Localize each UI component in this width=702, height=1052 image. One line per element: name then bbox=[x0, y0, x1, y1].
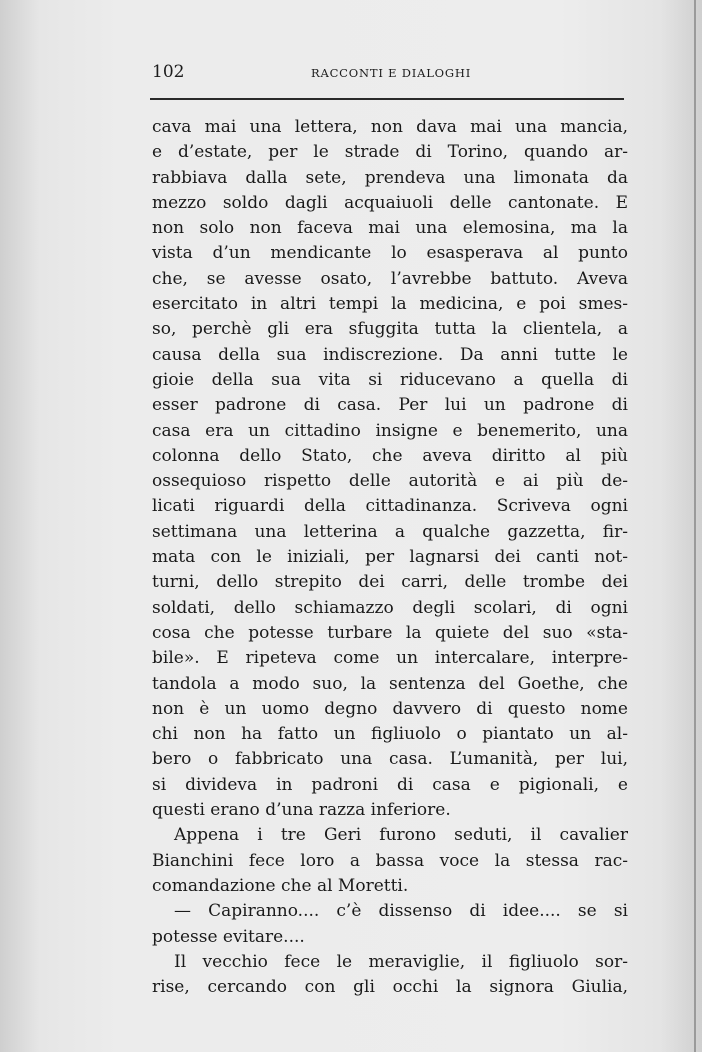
header-rule bbox=[150, 98, 624, 100]
text-line: ossequioso rispetto delle autorità e ai più de- bbox=[152, 471, 628, 492]
text-line: turni, dello strepito dei carri, delle trombe dei bbox=[152, 572, 628, 593]
text-line: rabbiava dalla sete, prendeva una limonata da bbox=[152, 167, 628, 188]
text-line: tandola a modo suo, la sentenza del Goethe, che bbox=[152, 673, 628, 694]
paragraph-first-line: Appena i tre Geri furono seduti, il cavalier bbox=[174, 825, 628, 846]
text-line: vista d’un mendicante lo esasperava al punto bbox=[152, 243, 628, 264]
text-line: gioie della sua vita si riducevano a quella di bbox=[152, 369, 628, 390]
text-line: cava mai una lettera, non dava mai una mancia, bbox=[152, 117, 628, 137]
text-line: si divideva in padroni di casa e pigionali, e bbox=[152, 774, 628, 795]
text-line: soldati, dello schiamazzo degli scolari, di ogni bbox=[152, 597, 628, 618]
text-line: non è un uomo degno davvero di questo nome bbox=[152, 698, 628, 719]
text-line: esercitato in altri tempi la medicina, e poi smes- bbox=[152, 294, 628, 315]
paragraph-end-line: comandazione che al Moretti. bbox=[152, 875, 409, 896]
text-line: non solo non faceva mai una elemosina, ma la bbox=[152, 218, 628, 239]
text-line: so, perchè gli era sfuggita tutta la clientela, a bbox=[152, 319, 628, 340]
text-line: mata con le iniziali, per lagnarsi dei canti not- bbox=[152, 547, 628, 568]
text-line: Bianchini fece loro a bassa voce la stessa rac- bbox=[152, 850, 628, 871]
paragraph-first-line: Il vecchio fece le meraviglie, il figliuolo sor- bbox=[174, 951, 628, 972]
page-binding-edge bbox=[694, 0, 696, 1052]
text-line: chi non ha fatto un figliuolo o piantato un al- bbox=[152, 724, 628, 745]
paragraph-end-line: potesse evitare.... bbox=[152, 926, 305, 947]
page-number: 102 bbox=[152, 62, 185, 82]
text-line: rise, cercando con gli occhi la signora Giulia, bbox=[152, 977, 628, 998]
text-line: bero o fabbricato una casa. L’umanità, per lui, bbox=[152, 749, 628, 770]
text-line: colonna dello Stato, che aveva diritto al più bbox=[152, 445, 628, 466]
body-text bbox=[152, 115, 628, 1000]
text-line: causa della sua indiscrezione. Da anni tutte le bbox=[152, 344, 628, 365]
text-line: cosa che potesse turbare la quiete del suo «sta- bbox=[152, 622, 628, 643]
dialogue-line: — Capiranno.... c’è dissenso di idee.... se si bbox=[174, 901, 628, 922]
page-header bbox=[150, 60, 624, 100]
text-line: e d’estate, per le strade di Torino, quando ar- bbox=[152, 142, 628, 163]
text-line: esser padrone di casa. Per lui un padrone di bbox=[152, 395, 628, 416]
paragraph-end-line: questi erano d’una razza inferiore. bbox=[152, 800, 451, 821]
text-line: casa era un cittadino insigne e benemerito, una bbox=[152, 420, 628, 441]
running-head: RACCONTI E DIALOGHI bbox=[311, 66, 472, 80]
text-line: licati riguardi della cittadinanza. Scriveva ogni bbox=[152, 496, 628, 517]
text-line: mezzo soldo dagli acquaiuoli delle cantonate. E bbox=[152, 192, 628, 213]
text-line: che, se avesse osato, l’avrebbe battuto. Aveva bbox=[152, 268, 628, 289]
text-line: bile». E ripeteva come un intercalare, interpre- bbox=[152, 648, 628, 669]
text-line: settimana una letterina a qualche gazzetta, fir- bbox=[152, 521, 628, 542]
